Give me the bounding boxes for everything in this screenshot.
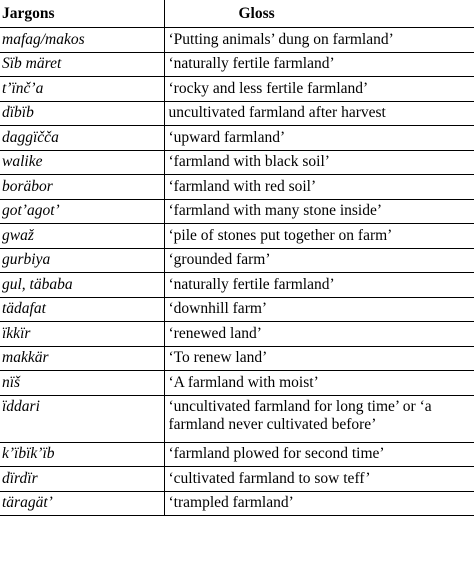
gloss-cell: ‘renewed land’ <box>164 322 474 347</box>
jargon-cell: gul, täbaba <box>0 273 164 298</box>
jargon-cell: daggïčča <box>0 126 164 151</box>
table-row <box>0 297 474 322</box>
gloss-cell: uncultivated farmland after harvest <box>164 101 474 126</box>
table-row <box>0 371 474 396</box>
table-row <box>0 273 474 298</box>
jargon-cell: täragät’ <box>0 491 164 516</box>
table-row <box>0 491 474 516</box>
jargon-cell: ïddari <box>0 395 164 442</box>
gloss-cell: ‘pile of stones put together on farm’ <box>164 224 474 249</box>
table-row <box>0 346 474 371</box>
table-row <box>0 224 474 249</box>
gloss-cell: ‘To renew land’ <box>164 346 474 371</box>
table-row <box>0 395 474 442</box>
jargon-cell: gurbiya <box>0 248 164 273</box>
table-row <box>0 248 474 273</box>
jargon-cell: t’ïnč’a <box>0 77 164 102</box>
gloss-cell: ‘farmland with many stone inside’ <box>164 199 474 224</box>
table-row <box>0 322 474 347</box>
gloss-cell: ‘farmland with black soil’ <box>164 150 474 175</box>
gloss-cell: ‘rocky and less fertile farmland’ <box>164 77 474 102</box>
jargon-cell: ïkkïr <box>0 322 164 347</box>
table-row <box>0 77 474 102</box>
jargon-cell: got’agot’ <box>0 199 164 224</box>
gloss-cell: ‘trampled farmland’ <box>164 491 474 516</box>
jargons-header: Jargons <box>0 0 164 28</box>
jargon-cell: mafag/makos <box>0 28 164 53</box>
jargon-cell: gwaž <box>0 224 164 249</box>
table-row <box>0 175 474 200</box>
table-row <box>0 442 474 467</box>
table-row <box>0 199 474 224</box>
gloss-cell: ‘farmland plowed for second time’ <box>164 442 474 467</box>
header-row <box>0 0 474 28</box>
gloss-cell: ‘naturally fertile farmland’ <box>164 273 474 298</box>
gloss-header: Gloss <box>164 0 474 28</box>
gloss-cell: ‘upward farmland’ <box>164 126 474 151</box>
table-row <box>0 467 474 492</box>
gloss-cell: ‘downhill farm’ <box>164 297 474 322</box>
jargon-cell: k’ïbïk’ïb <box>0 442 164 467</box>
table-row <box>0 101 474 126</box>
jargon-cell: tädafat <box>0 297 164 322</box>
jargon-cell: makkär <box>0 346 164 371</box>
gloss-cell: ‘grounded farm’ <box>164 248 474 273</box>
gloss-cell: ‘cultivated farmland to sow teff’ <box>164 467 474 492</box>
jargon-cell: dïbïb <box>0 101 164 126</box>
jargon-cell: Sïb märet <box>0 52 164 77</box>
jargon-cell: dïrdïr <box>0 467 164 492</box>
gloss-cell: ‘farmland with red soil’ <box>164 175 474 200</box>
table-row <box>0 126 474 151</box>
table-row <box>0 52 474 77</box>
table-row <box>0 150 474 175</box>
gloss-cell: ‘Putting animals’ dung on farmland’ <box>164 28 474 53</box>
jargon-cell: boräbor <box>0 175 164 200</box>
gloss-cell: ‘uncultivated farmland for long time’ or ‘a farmland never cultivated before’ <box>164 395 474 442</box>
gloss-cell: ‘naturally fertile farmland’ <box>164 52 474 77</box>
gloss-cell: ‘A farmland with moist’ <box>164 371 474 396</box>
jargon-cell: walike <box>0 150 164 175</box>
table-row <box>0 28 474 53</box>
jargon-cell: nïš <box>0 371 164 396</box>
